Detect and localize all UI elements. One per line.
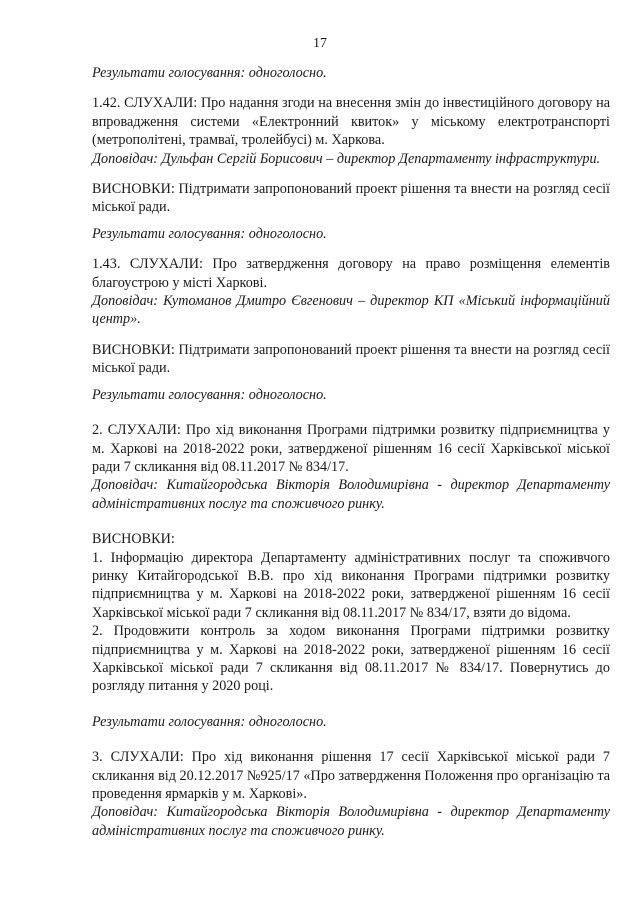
spacer <box>92 513 610 530</box>
voting-result: Результати голосування: одноголосно. <box>92 386 327 403</box>
voting-result: Результати голосування: одноголосно. <box>92 65 327 81</box>
spacer <box>92 243 610 255</box>
spacer <box>92 168 610 180</box>
paragraph: 1.42. СЛУХАЛИ: Про надання згоди на внесення змін до інвестиційного договору на впровадження системи «Електронний квиток» у міському електротранспорті (метрополітені, трамваї, тролейбусі) м. Харкова. <box>92 95 610 149</box>
paragraph: 2. Продовжити контроль за ходом виконання Програми підтримки розвитку підприємництва у м. Харкові на 2018-2022 роки, затвердженої рішенням 16 сесії Харківської міської ради 7 скликання від 08.11.2017 № 834/17. Повернутись до розгляду питання у 2020 році. <box>92 623 610 695</box>
paragraph: 1.43. СЛУХАЛИ: Про затвердження договору на право розміщення елементів благоустрою у місті Харкові. <box>92 256 610 291</box>
spacer <box>92 696 610 713</box>
voting-result: Результати голосування: одноголосно. <box>92 225 327 242</box>
spacer <box>92 731 610 748</box>
spacer <box>92 82 610 94</box>
document-body <box>92 64 610 840</box>
page-number: 17 <box>313 36 327 51</box>
spacer <box>92 404 610 421</box>
spacer <box>92 217 610 225</box>
paragraph: ВИСНОВКИ: Підтримати запропонований проект рішення та внести на розгляд сесії міської ради. <box>92 181 610 216</box>
paragraph: 1. Інформацію директора Департаменту адміністративних послуг та споживчого ринку Китайгородської В.В. про хід виконання Програми підтримки розвитку підприємництва у м. Харкові на 2018-2022 роки, затвердженої рішенням 16 сесії Харківської міської ради 7 скликання від 08.11.2017 № 834/17, взяти до відома. <box>92 549 610 621</box>
spacer <box>92 329 610 341</box>
speaker-line: Доповідач: Кутоманов Дмитро Євгенович – директор КП «Міський інформаційний центр». <box>92 293 610 328</box>
speaker-line: Доповідач: Дульфан Сергій Борисович – директор Департаменту інфраструктури. <box>92 150 601 167</box>
paragraph: 3. СЛУХАЛИ: Про хід виконання рішення 17 сесії Харківської міської ради 7 скликання від 20.12.2017 №925/17 «Про затвердження Положення про організацію та проведення ярмарків у м. Харкові». <box>92 749 610 802</box>
voting-result: Результати голосування: одноголосно. <box>92 713 327 730</box>
paragraph: ВИСНОВКИ: Підтримати запропонований проект рішення та внести на розгляд сесії міської ради. <box>92 341 610 377</box>
speaker-line: Доповідач: Китайгородська Вікторія Володимирівна - директор Департаменту адміністративних послуг та споживчого ринку. <box>92 804 610 839</box>
paragraph: ВИСНОВКИ: <box>92 531 175 548</box>
paragraph: 2. СЛУХАЛИ: Про хід виконання Програми підтримки розвитку підприємництва у м. Харкові на 2018-2022 роки, затвердженої рішенням 16 сесії Харківської міської ради 7 скликання від 08.11.2017 № 834/17. <box>92 422 610 475</box>
spacer <box>92 378 610 386</box>
speaker-line: Доповідач: Китайгородська Вікторія Володимирівна - директор Департаменту адміністративних послуг та споживчого ринку. <box>92 477 610 512</box>
